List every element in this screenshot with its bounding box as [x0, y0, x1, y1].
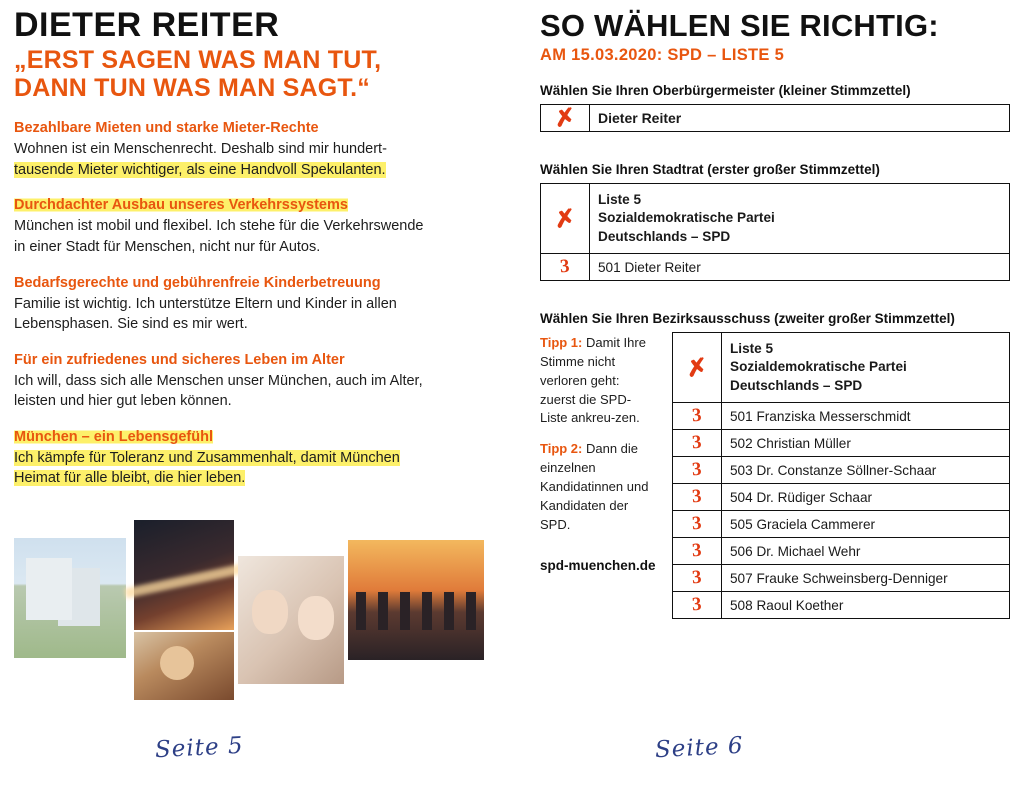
- candidate-name: 501 Franziska Messerschmidt: [730, 408, 911, 424]
- topic-body-line-1: München ist mobil und flexibel. Ich stehe für die Verkehrswende: [14, 218, 424, 235]
- topic-body-line-2: Heimat für alle bleibt, die hier leben.: [14, 470, 246, 487]
- campaign-slogan: [14, 46, 504, 104]
- handwritten-page-note-right: Seite 6: [654, 732, 745, 764]
- vote-count: 3: [691, 593, 703, 616]
- topic-section-mieten: [14, 119, 504, 180]
- topic-body-line-1: Ich will, dass sich alle Menschen unser München, auch im Alter,: [14, 372, 423, 389]
- topic-body: [14, 448, 504, 489]
- votes-cell[interactable]: [673, 484, 722, 510]
- votes-cell[interactable]: [673, 403, 722, 429]
- topic-body: [14, 216, 504, 257]
- tip-1-text: Damit Ihre Stimme nicht verloren geht: zuerst die SPD-Liste ankreu-zen.: [540, 335, 646, 426]
- handwritten-page-note-left: Seite 5: [154, 732, 245, 764]
- topic-body: [14, 371, 504, 412]
- tip-2-text: Dann die einzelnen Kandidatinnen und Kandidaten der SPD.: [540, 441, 649, 532]
- checkbox-cell[interactable]: [541, 102, 590, 133]
- checkbox-cell[interactable]: [541, 184, 590, 253]
- topic-heading: Bezahlbare Mieten und starke Mieter-Rechte: [14, 120, 319, 137]
- candidate-name: 508 Raoul Koether: [730, 597, 844, 613]
- vote-count: 3: [559, 255, 571, 278]
- votes-cell[interactable]: [541, 254, 590, 280]
- vote-count: 3: [691, 458, 703, 481]
- ballot-candidate-row: [673, 429, 1009, 456]
- candidate-name: 502 Christian Müller: [730, 435, 851, 451]
- photo-children: [134, 632, 234, 700]
- topic-body-line-1: Ich kämpfe für Toleranz und Zusammenhalt, damit München: [14, 449, 400, 466]
- list-header-text: [722, 333, 915, 402]
- x-mark-icon: ✗: [683, 352, 711, 382]
- website-link[interactable]: spd-muenchen.de: [540, 558, 656, 574]
- votes-cell[interactable]: [673, 538, 722, 564]
- x-mark-icon: ✗: [551, 102, 579, 133]
- ballot-list-header-row: [541, 184, 1009, 253]
- slogan-line-1: „ERST SAGEN WAS MAN TUT,: [14, 45, 382, 74]
- photo-sunset-group: [348, 540, 484, 660]
- ballot-candidate-row: [673, 537, 1009, 564]
- topic-body-line-2: in einer Stadt für Menschen, nicht nur für Autos.: [14, 238, 321, 255]
- candidate-name: 504 Dr. Rüdiger Schaar: [730, 489, 873, 505]
- topic-body-line-1: Familie ist wichtig. Ich unterstütze Eltern und Kinder in allen: [14, 295, 397, 312]
- candidate-name: 503 Dr. Constanze Söllner-Schaar: [730, 462, 937, 478]
- tips-and-ballot: [540, 332, 1010, 619]
- tip-1-label: Tipp 1:: [540, 335, 583, 351]
- list-line-2: Sozialdemokratische Partei: [598, 210, 775, 226]
- ballot-candidate-row: [673, 510, 1009, 537]
- ballot-candidate-row: [541, 253, 1009, 280]
- instructions-title: SO WÄHLEN SIE RICHTIG:: [540, 8, 939, 43]
- topic-heading: München – ein Lebensgefühl: [14, 428, 213, 445]
- instructions-subtitle: AM 15.03.2020: SPD – LISTE 5: [540, 46, 785, 64]
- slogan-line-2: DANN TUN WAS MAN SAGT.“: [14, 74, 370, 103]
- list-line-1: Liste 5: [598, 192, 642, 207]
- candidate-name: 505 Graciela Cammerer: [730, 516, 876, 532]
- tip-2: [540, 440, 658, 534]
- topic-heading: Bedarfsgerechte und gebührenfreie Kinderbetreuung: [14, 274, 381, 291]
- votes-cell[interactable]: [673, 457, 722, 483]
- topic-body-line-2: Lebensphasen. Sie sind es mir wert.: [14, 316, 248, 333]
- ballot-candidate-row: [673, 483, 1009, 510]
- ballot-candidate-row: [673, 456, 1009, 483]
- vote-count: 3: [691, 566, 703, 589]
- ballot-oberbuergermeister: [540, 104, 1010, 132]
- x-mark-icon: ✗: [551, 203, 579, 233]
- ballot-row: [541, 102, 1009, 133]
- votes-cell[interactable]: [673, 592, 722, 618]
- topic-body: [14, 294, 504, 335]
- photo-housing: [14, 538, 126, 658]
- vote-count: 3: [691, 431, 703, 454]
- list-line-1: Liste 5: [730, 341, 774, 357]
- ballot-candidate-row: [673, 402, 1009, 429]
- list-header-text: [590, 184, 783, 253]
- tip-1: [540, 334, 658, 428]
- topic-heading: Für ein zufriedenes und sicheres Leben im Alter: [14, 351, 345, 368]
- topic-body-line-2: leisten und hier gut leben können.: [14, 393, 232, 410]
- vote-count: 3: [691, 539, 703, 562]
- votes-cell[interactable]: [673, 430, 722, 456]
- ob-lead: Wählen Sie Ihren Oberbürgermeister (kleiner Stimmzettel): [540, 83, 911, 98]
- photo-collage: [14, 520, 484, 680]
- topic-body: [14, 139, 504, 180]
- ballot-candidate-row: [673, 591, 1009, 618]
- list-line-2: Sozialdemokratische Partei: [730, 359, 907, 375]
- right-page: [540, 0, 1010, 619]
- ballot-stadtrat: [540, 183, 1010, 281]
- vote-count: 3: [691, 485, 703, 508]
- topic-body-line-2: tausende Mieter wichtiger, als eine Handvoll Spekulanten.: [14, 161, 386, 178]
- ob-candidate-name: Dieter Reiter: [598, 110, 682, 126]
- checkbox-cell[interactable]: [673, 333, 722, 402]
- stadtrat-lead: Wählen Sie Ihren Stadtrat (erster großer Stimmzettel): [540, 162, 880, 177]
- topic-body-line-1: Wohnen ist ein Menschenrecht. Deshalb sind mir hundert-: [14, 141, 387, 158]
- topic-section-kinderbetreuung: [14, 274, 504, 335]
- vote-count: 3: [691, 404, 703, 427]
- topic-section-alter: [14, 351, 504, 412]
- candidate-name: DIETER REITER: [14, 6, 280, 44]
- tips-column: [540, 332, 658, 576]
- list-line-3: Deutschlands – SPD: [598, 228, 731, 244]
- list-line-3: Deutschlands – SPD: [730, 377, 863, 393]
- bezirk-lead: Wählen Sie Ihren Bezirksausschuss (zweiter großer Stimmzettel): [540, 311, 955, 327]
- candidate-name: 501 Dieter Reiter: [598, 259, 701, 275]
- votes-cell[interactable]: [673, 511, 722, 537]
- ballot-candidate-row: [673, 564, 1009, 591]
- topic-section-lebensgefuehl: [14, 428, 504, 489]
- candidate-name: 507 Frauke Schweinsberg-Denniger: [730, 570, 948, 586]
- candidate-name: 506 Dr. Michael Wehr: [730, 543, 861, 559]
- tip-2-label: Tipp 2:: [540, 441, 583, 457]
- ballot-list-header-row: [673, 333, 1009, 402]
- votes-cell[interactable]: [673, 565, 722, 591]
- topic-section-verkehr: [14, 196, 504, 257]
- photo-traffic-night: [134, 520, 234, 630]
- ballot-bezirksausschuss: [672, 332, 1010, 619]
- photo-seniors: [238, 556, 344, 684]
- vote-count: 3: [691, 512, 703, 535]
- topic-heading: Durchdachter Ausbau unseres Verkehrssystems: [14, 197, 348, 214]
- left-page: [14, 0, 504, 489]
